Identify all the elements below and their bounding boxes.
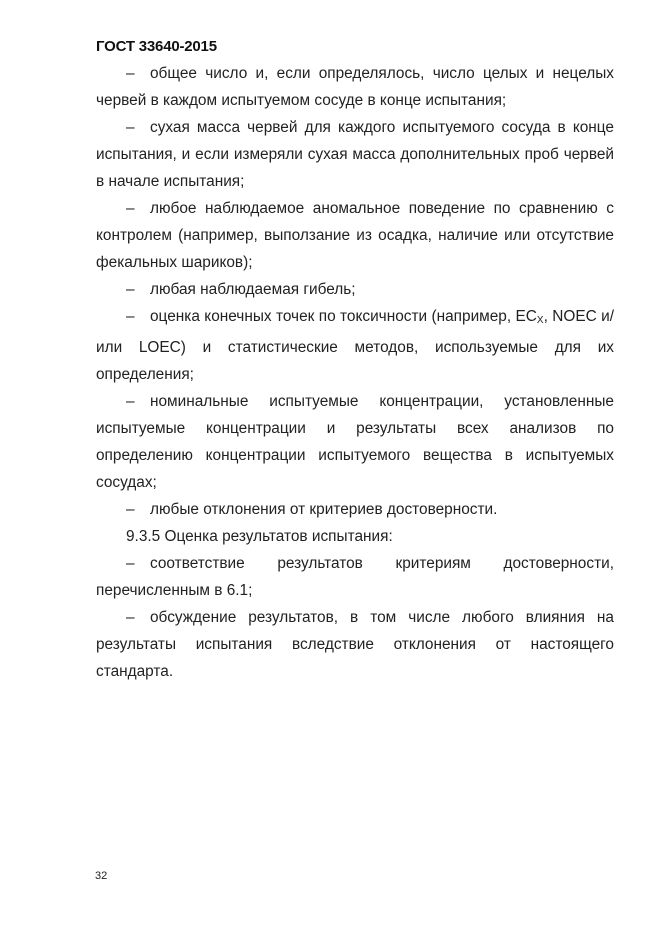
list-item-text: общее число и, если определялось, число целых и нецелых червей в каждом испытуемом сосуде в конце испытания; xyxy=(96,65,614,109)
list-item-text: обсуждение результатов, в том числе любого влияния на результаты испытания вследствие отклонения от настоящего стандарта. xyxy=(96,609,614,680)
page-number: 32 xyxy=(95,870,108,882)
list-dash: – xyxy=(126,501,135,518)
list-item-text: сухая масса червей для каждого испытуемого сосуда в конце испытания, и если измеряли сухая масса дополнительных проб червей в начале испытания; xyxy=(96,119,614,190)
list-item xyxy=(96,550,614,604)
list-item xyxy=(96,604,614,685)
list-item xyxy=(96,276,614,303)
list-item xyxy=(96,303,614,388)
document-header: ГОСТ 33640-2015 xyxy=(96,38,217,55)
list-dash: – xyxy=(126,200,135,217)
list-item-text: соответствие результатов критериям достоверности, перечисленным в 6.1; xyxy=(96,555,614,599)
list-item xyxy=(96,114,614,195)
list-dash: – xyxy=(126,281,135,298)
subscript-x: X xyxy=(536,315,544,326)
list-dash: – xyxy=(126,65,135,82)
list-item xyxy=(96,496,614,523)
document-body xyxy=(96,60,614,685)
list-item-text-after: , NOEC и/или LOEC) и статистические методов, используемые для их определения; xyxy=(96,308,614,383)
list-dash: – xyxy=(126,393,135,410)
list-item xyxy=(96,195,614,276)
list-dash: – xyxy=(126,308,135,325)
list-item-text: номинальные испытуемые концентрации, установленные испытуемые концентрации и результаты всех анализов по определению концентрации испытуемого вещества в испытуемых сосудах; xyxy=(96,393,614,491)
list-item xyxy=(96,60,614,114)
list-dash: – xyxy=(126,555,135,572)
list-item xyxy=(96,388,614,496)
section-heading: 9.3.5 Оценка результатов испытания: xyxy=(126,528,393,545)
list-dash: – xyxy=(126,119,135,136)
list-item-text: любая наблюдаемая гибель; xyxy=(150,281,356,298)
list-item-text-before: оценка конечных точек по токсичности (например, EC xyxy=(150,308,537,325)
list-item-text: любое наблюдаемое аномальное поведение по сравнению с контролем (например, выползание из осадка, наличие или отсутствие фекальных шариков); xyxy=(96,200,614,271)
list-dash: – xyxy=(126,609,135,626)
list-item-text: любые отклонения от критериев достоверности. xyxy=(150,501,498,518)
